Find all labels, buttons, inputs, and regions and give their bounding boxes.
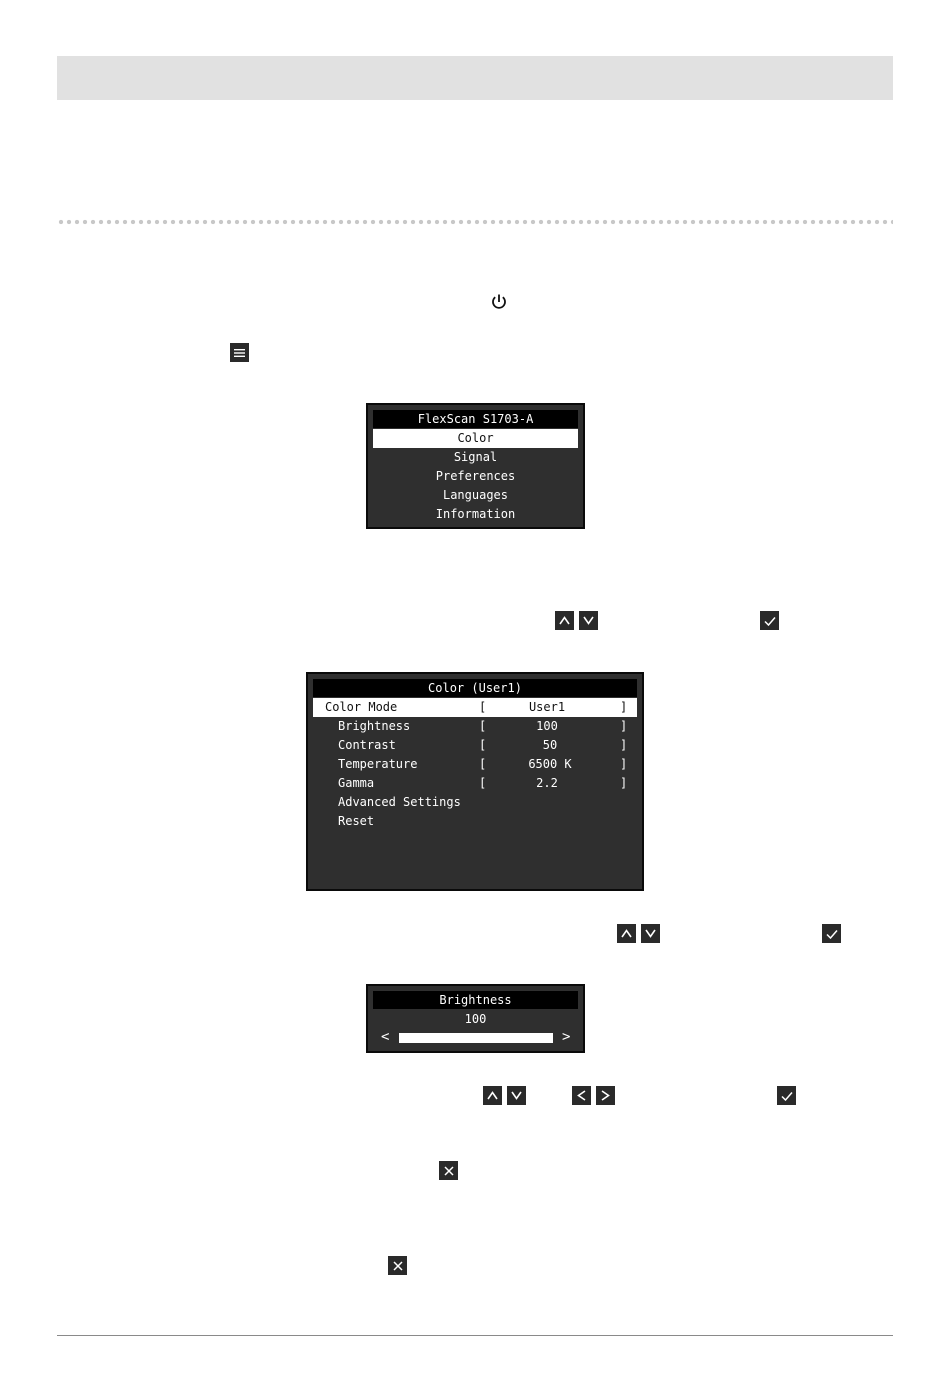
row-label: Advanced Settings [338,795,461,809]
dotted-divider [57,219,893,225]
color-menu-row-temperature[interactable] [313,755,637,774]
footer-rule [57,1335,893,1336]
down-icon [641,924,660,943]
brightness-panel-title: Brightness [373,991,578,1009]
menu-item-color[interactable]: Color [373,429,578,448]
bracket-close: ] [620,757,628,771]
bracket-open: [ [479,700,487,714]
bracket-open: [ [479,757,487,771]
down-icon [507,1086,526,1105]
bracket-open: [ [479,719,487,733]
menu-item-information[interactable]: Information [435,507,516,521]
up-icon [483,1086,502,1105]
right-icon [596,1086,615,1105]
color-menu-osd [306,672,644,891]
row-label: Brightness [338,719,411,733]
bracket-close: ] [620,719,628,733]
row-label: Reset [338,814,375,828]
check-icon [777,1086,796,1105]
up-icon [555,611,574,630]
right-arrow[interactable]: > [562,1029,571,1045]
menu-item-signal[interactable]: Signal [453,450,498,464]
left-arrow[interactable]: < [381,1029,390,1045]
left-icon [572,1086,591,1105]
color-menu-row-advanced-settings[interactable] [313,793,637,812]
brightness-slider-fill [400,1034,552,1042]
color-menu-row-brightness[interactable] [313,717,637,736]
row-label: Color Mode [325,700,398,714]
row-label: Gamma [338,776,375,790]
row-value: 6500 K [528,757,572,771]
color-menu-row-contrast[interactable] [313,736,637,755]
up-icon [617,924,636,943]
bracket-open: [ [479,738,487,752]
bracket-open: [ [479,776,487,790]
check-icon [822,924,841,943]
check-icon [760,611,779,630]
power-icon [489,292,509,312]
brightness-slider[interactable] [399,1033,553,1043]
row-value: 50 [542,738,558,752]
color-menu-row-gamma[interactable] [313,774,637,793]
color-menu-row-reset[interactable] [313,812,637,831]
main-menu-title: FlexScan S1703-A [373,410,578,428]
menu-icon [230,343,249,362]
bracket-close: ] [620,776,628,790]
bracket-close: ] [620,700,628,714]
bracket-close: ] [620,738,628,752]
color-menu-title: Color (User1) [313,679,637,697]
section-header-bar [57,56,893,100]
brightness-adjust-osd [366,984,585,1053]
main-menu-osd [366,403,585,529]
menu-item-preferences[interactable]: Preferences [435,469,516,483]
row-label: Contrast [338,738,396,752]
color-menu-row-color-mode[interactable] [313,698,637,717]
menu-item-languages[interactable]: Languages [442,488,509,502]
down-icon [579,611,598,630]
row-label: Temperature [338,757,418,771]
brightness-value: 100 [464,1012,487,1026]
close-icon [439,1161,458,1180]
row-value: 100 [536,719,558,733]
row-value: 2.2 [536,776,558,790]
close-icon [388,1256,407,1275]
row-value: User1 [528,700,566,714]
